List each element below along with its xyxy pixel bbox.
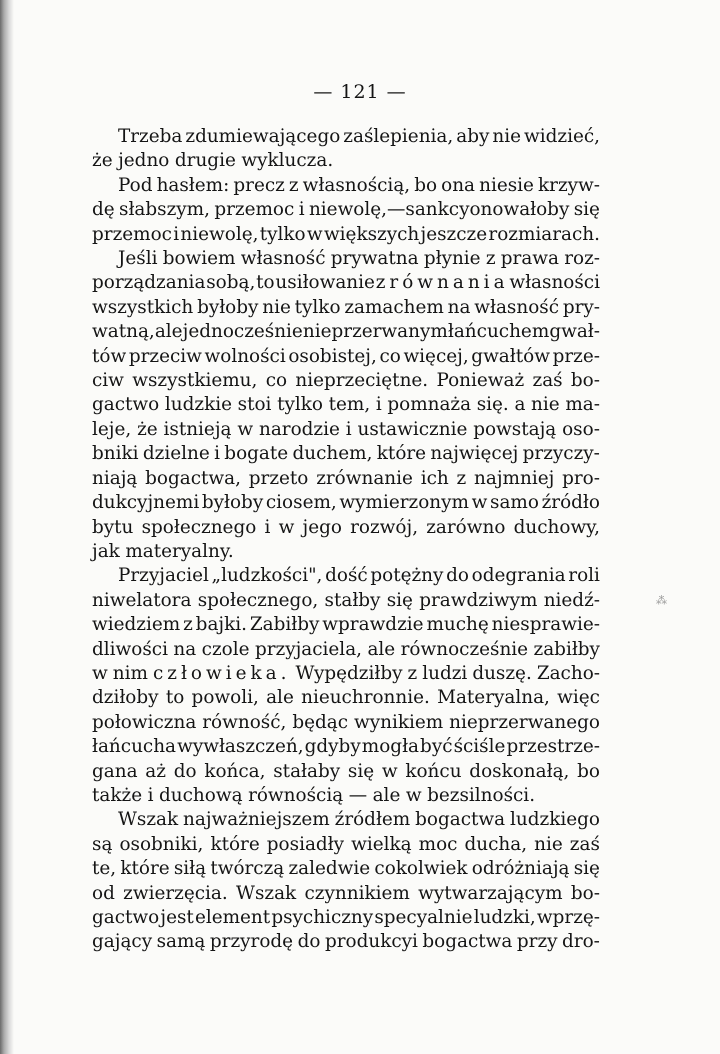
word: społecznego, <box>197 589 319 611</box>
word: wszystkich <box>92 296 194 318</box>
book-binding-shadow <box>0 0 14 1054</box>
text-line <box>92 467 600 491</box>
word: bytu <box>92 516 134 538</box>
word: specyalnie <box>374 907 473 928</box>
word: ludzki, <box>473 907 536 928</box>
word: do <box>446 565 469 587</box>
word: Wszak <box>118 809 179 831</box>
text-line <box>92 589 600 613</box>
word: na <box>447 296 471 318</box>
word: ducha, <box>464 833 528 855</box>
word: tylko <box>277 394 323 416</box>
word: w <box>306 223 323 245</box>
word: pro- <box>562 467 600 489</box>
text-line <box>92 784 600 808</box>
word: muchę <box>426 614 489 636</box>
word: bajki. <box>195 614 247 636</box>
word: posiadły <box>266 833 345 855</box>
word: z <box>485 248 496 270</box>
word: — <box>348 784 368 806</box>
word: narodzie <box>258 418 340 440</box>
word: własnością, <box>302 174 411 196</box>
word: bo- <box>570 370 600 392</box>
ink-speck: ⁂ <box>656 594 667 607</box>
word: bogactwa <box>415 809 506 831</box>
word: niewolę,—sankcyonowałoby <box>308 199 570 221</box>
word: wprawdzie <box>322 614 424 636</box>
word: co <box>265 370 288 392</box>
word: to <box>165 687 185 709</box>
word: nie <box>531 394 560 416</box>
text-line <box>92 662 600 686</box>
word: ludzkie <box>164 394 232 416</box>
word: Ponieważ <box>436 370 525 392</box>
text-line <box>92 760 600 784</box>
word: Jeśli <box>118 248 158 270</box>
word: i <box>375 394 382 416</box>
word: widzieć, <box>524 126 600 147</box>
word: w <box>471 492 488 514</box>
word: bo <box>577 760 600 782</box>
word: większych <box>323 223 420 245</box>
word: przyrodę <box>209 931 294 953</box>
word: tem, <box>328 394 371 416</box>
word: twórczą <box>210 858 285 880</box>
word: bo- <box>570 882 600 904</box>
word: powoli, <box>191 687 259 709</box>
word: czole <box>201 638 250 660</box>
word: do <box>173 760 197 782</box>
word: i <box>264 516 271 538</box>
word: wielką <box>351 833 412 855</box>
word: nie <box>492 126 521 147</box>
word: dość <box>325 565 368 587</box>
text-line <box>92 686 600 710</box>
word: jest <box>160 907 194 928</box>
text-line <box>92 735 600 759</box>
word: ale <box>154 321 183 343</box>
text-line <box>92 516 600 540</box>
word: zaś <box>532 370 563 392</box>
word: nieprzerwanego <box>449 711 600 733</box>
word: się. <box>476 394 509 416</box>
word: co <box>379 345 401 367</box>
word: niewolę, <box>180 223 259 245</box>
word: które <box>120 858 170 880</box>
word: że <box>137 418 158 440</box>
word: produkcyi <box>324 931 418 953</box>
word: w <box>237 418 254 440</box>
text-line <box>92 564 600 588</box>
word: własności <box>509 272 600 294</box>
word: tylko <box>259 223 306 245</box>
word: zaślepienia, <box>343 126 454 147</box>
word: ustawicznie <box>357 418 468 440</box>
word: własność <box>474 296 560 318</box>
text-line <box>92 833 600 857</box>
word: tów <box>92 345 127 367</box>
word: krzyw- <box>538 174 600 196</box>
word: gający <box>92 931 153 953</box>
word: będąc <box>292 711 349 733</box>
word: aby <box>456 126 490 147</box>
word: rozwój, <box>350 516 419 538</box>
page-number: — 121 — <box>313 81 407 103</box>
word: ale <box>367 638 396 660</box>
word: z <box>407 662 418 684</box>
word: byłoby <box>201 492 264 514</box>
word: dzielne <box>142 443 210 465</box>
word: prze- <box>552 345 600 367</box>
word: byłoby <box>197 296 259 318</box>
text-line <box>92 393 600 417</box>
body-text <box>92 125 600 955</box>
word: końcu <box>405 760 462 782</box>
word: nie <box>262 296 291 318</box>
word: zaledwie <box>288 858 371 880</box>
word: płynie <box>423 248 481 270</box>
word: a <box>514 394 526 416</box>
word: na <box>173 638 197 660</box>
word: ma- <box>565 394 600 416</box>
word: przestrze- <box>506 736 600 758</box>
word: z <box>288 174 299 196</box>
word: odróżniają <box>471 858 570 880</box>
word: dliwości <box>92 638 168 660</box>
word: w <box>381 760 398 782</box>
word: niwelatora <box>92 589 192 611</box>
word: rozmiarach. <box>488 223 600 245</box>
text-line <box>92 247 600 271</box>
word: nieuchronnie. <box>301 687 430 709</box>
word: oso- <box>562 418 600 440</box>
word: Zacho- <box>536 662 600 684</box>
word: nie <box>534 833 563 855</box>
word: że <box>92 150 113 172</box>
word: także <box>92 784 143 806</box>
word: równość, <box>202 711 287 733</box>
word: duchową <box>159 784 243 806</box>
word: się <box>386 589 413 611</box>
word: duszę. <box>472 662 532 684</box>
word: jego <box>302 516 342 538</box>
text-line <box>92 638 600 662</box>
word: Wypędziłby <box>295 662 403 684</box>
text-line <box>92 882 600 906</box>
word: gactwo <box>92 394 160 416</box>
word: zarówno <box>426 516 506 538</box>
word: roli <box>568 565 600 587</box>
word: przemoc <box>214 199 295 221</box>
word: wolności <box>204 345 286 367</box>
word: ludzkiego <box>510 809 600 831</box>
word: pry- <box>562 296 600 318</box>
word: dukcyjnemi <box>92 492 200 514</box>
word: i <box>173 223 180 245</box>
word: zdumiewającego <box>185 126 341 147</box>
word: jedno <box>118 150 170 172</box>
word: są <box>92 833 113 855</box>
word: więcej, <box>403 345 469 367</box>
word: prawa <box>500 248 559 270</box>
word: jednocześnie <box>182 321 303 343</box>
word: gactwo <box>92 907 160 928</box>
word: i <box>214 443 220 465</box>
word: psychiczny <box>271 907 374 928</box>
word: najmniej <box>474 467 555 489</box>
word: ale <box>372 784 401 806</box>
word: zrównania <box>375 272 509 294</box>
word: Materyalna, <box>437 687 550 709</box>
word: materyalny. <box>125 540 234 562</box>
word: źródło <box>541 492 600 514</box>
word: do <box>297 931 321 953</box>
word: od <box>92 882 115 904</box>
word: Trzeba <box>118 126 183 147</box>
word: gana <box>92 760 138 782</box>
word: doskonałą, <box>469 760 570 782</box>
word: w <box>92 662 108 684</box>
text-line <box>92 442 600 466</box>
word: wywłaszczeń, <box>177 736 304 758</box>
text-line <box>92 125 600 149</box>
word: łańcucha <box>92 736 177 758</box>
word: dę <box>92 199 115 221</box>
word: nieprzerwanym <box>302 321 448 343</box>
word: zamachem <box>344 296 444 318</box>
word: ciosem, <box>265 492 337 514</box>
text-line <box>92 345 600 369</box>
word: źródłem <box>334 809 411 831</box>
word: ludzi <box>422 662 468 684</box>
word: duchowy, <box>513 516 600 538</box>
text-line <box>92 613 600 637</box>
text-line <box>92 174 600 198</box>
word: wszystkiemu, <box>132 370 258 392</box>
word: czynnikiem <box>304 882 410 904</box>
text-line <box>92 149 600 173</box>
word: człowieka. <box>152 662 291 684</box>
word: przemoc <box>92 223 172 245</box>
word: watną, <box>92 321 155 343</box>
word: więc <box>557 687 600 709</box>
word: precz <box>233 174 285 196</box>
word: najważniejszem <box>183 809 330 831</box>
word: zaś <box>569 833 600 855</box>
word: wynikiem <box>353 711 444 733</box>
word: ale <box>266 687 294 709</box>
word: i <box>345 418 352 440</box>
word: Przyjaciel <box>118 565 209 587</box>
word: osobistej, <box>288 345 377 367</box>
word: osobniki, <box>119 833 204 855</box>
text-line <box>92 906 600 930</box>
word: leje, <box>92 418 132 440</box>
word: Pod <box>118 174 153 196</box>
word: stoi <box>237 394 272 416</box>
word: ich <box>420 467 449 489</box>
word: wymierzonym <box>339 492 469 514</box>
word: pomnaża <box>387 394 472 416</box>
text-line <box>92 418 600 442</box>
word: bniki <box>92 443 139 465</box>
word: przy <box>516 931 558 953</box>
word: aż <box>145 760 166 782</box>
word: przeciw <box>128 345 202 367</box>
text-line <box>92 857 600 881</box>
word: odegrania <box>471 565 566 587</box>
word: i <box>298 199 305 221</box>
word: połowiczna <box>92 711 197 733</box>
word: niesie <box>479 174 534 196</box>
word: słabszym, <box>119 199 210 221</box>
word: siłą <box>173 858 207 880</box>
word: być <box>420 736 453 758</box>
word: przeto <box>248 467 309 489</box>
word: te, <box>92 858 117 880</box>
word: samo <box>490 492 539 514</box>
word: zabiłby <box>533 638 600 660</box>
word: które <box>210 833 260 855</box>
word: gdyby <box>304 736 361 758</box>
word: bezsilności. <box>427 784 536 806</box>
word: końca, <box>204 760 266 782</box>
word: dro- <box>562 931 600 953</box>
word: Zabiłby <box>249 614 320 636</box>
word: wprzę- <box>536 907 600 928</box>
word: stałby <box>324 589 381 611</box>
word: ściśle <box>453 736 506 758</box>
word: duchem, <box>292 443 373 465</box>
word: jeszcze <box>420 223 488 245</box>
text-line <box>92 930 600 954</box>
word: które <box>376 443 427 465</box>
word: sobą, <box>206 272 256 294</box>
text-line <box>92 296 600 320</box>
word: element <box>194 907 271 928</box>
word: porządzania <box>92 272 206 294</box>
text-line <box>92 491 600 515</box>
word: w <box>405 784 422 806</box>
word: wytwarzającym <box>418 882 563 904</box>
text-line <box>92 808 600 832</box>
word: niają <box>92 467 138 489</box>
word: i <box>147 784 154 806</box>
word: zrównanie <box>316 467 413 489</box>
word: bo <box>414 174 438 196</box>
word: dziłoby <box>92 687 159 709</box>
word: ona <box>441 174 476 196</box>
word: tylko <box>294 296 341 318</box>
word: istnieją <box>163 418 232 440</box>
word: samą <box>156 931 206 953</box>
word: przyczy- <box>522 443 600 465</box>
word: łańcuchem <box>447 321 550 343</box>
word: społecznego <box>141 516 257 538</box>
word: „ludzkości", <box>211 565 323 587</box>
word: bogate <box>224 443 289 465</box>
text-line <box>92 320 600 344</box>
word: gwałtów <box>471 345 550 367</box>
word: prywatna <box>330 248 419 270</box>
word: drugie <box>174 150 236 172</box>
word: prawdziwym <box>419 589 538 611</box>
text-line <box>92 198 600 222</box>
word: mogła <box>361 736 419 758</box>
text-line <box>92 540 600 564</box>
word: się <box>573 199 600 221</box>
text-line <box>92 711 600 735</box>
word: z <box>183 614 193 636</box>
word: w <box>278 516 295 538</box>
word: usiłowanie <box>275 272 375 294</box>
word: nieprzeciętne. <box>295 370 429 392</box>
word: potężny <box>370 565 444 587</box>
word: Wszak <box>236 882 297 904</box>
word: wyklucza. <box>241 150 334 172</box>
word: jak <box>92 540 120 562</box>
word: niesprawie- <box>491 614 600 636</box>
text-line <box>92 369 600 393</box>
word: ciw <box>92 370 124 392</box>
word: przyjaciela, <box>254 638 363 660</box>
word: roz- <box>564 248 600 270</box>
word: cokolwiek <box>374 858 468 880</box>
word: niedź- <box>543 589 600 611</box>
word: wiedziem <box>92 614 181 636</box>
word: zwierzęcia. <box>123 882 228 904</box>
word: własność <box>240 248 326 270</box>
word: najwięcej <box>430 443 519 465</box>
word: powstają <box>473 418 557 440</box>
text-line <box>92 271 600 295</box>
word: nim <box>112 662 148 684</box>
word: to <box>256 272 275 294</box>
word: moc <box>418 833 458 855</box>
word: równością <box>248 784 344 806</box>
word: stałaby <box>273 760 341 782</box>
word: z <box>456 467 467 489</box>
word: bogactwa, <box>145 467 241 489</box>
word: równocześnie <box>400 638 529 660</box>
word: bowiem <box>162 248 236 270</box>
word: gwał- <box>549 321 600 343</box>
word: hasłem: <box>156 174 230 196</box>
text-line <box>92 223 600 247</box>
word: się <box>573 858 600 880</box>
word: bogactwa <box>422 931 513 953</box>
word: się <box>347 760 375 782</box>
